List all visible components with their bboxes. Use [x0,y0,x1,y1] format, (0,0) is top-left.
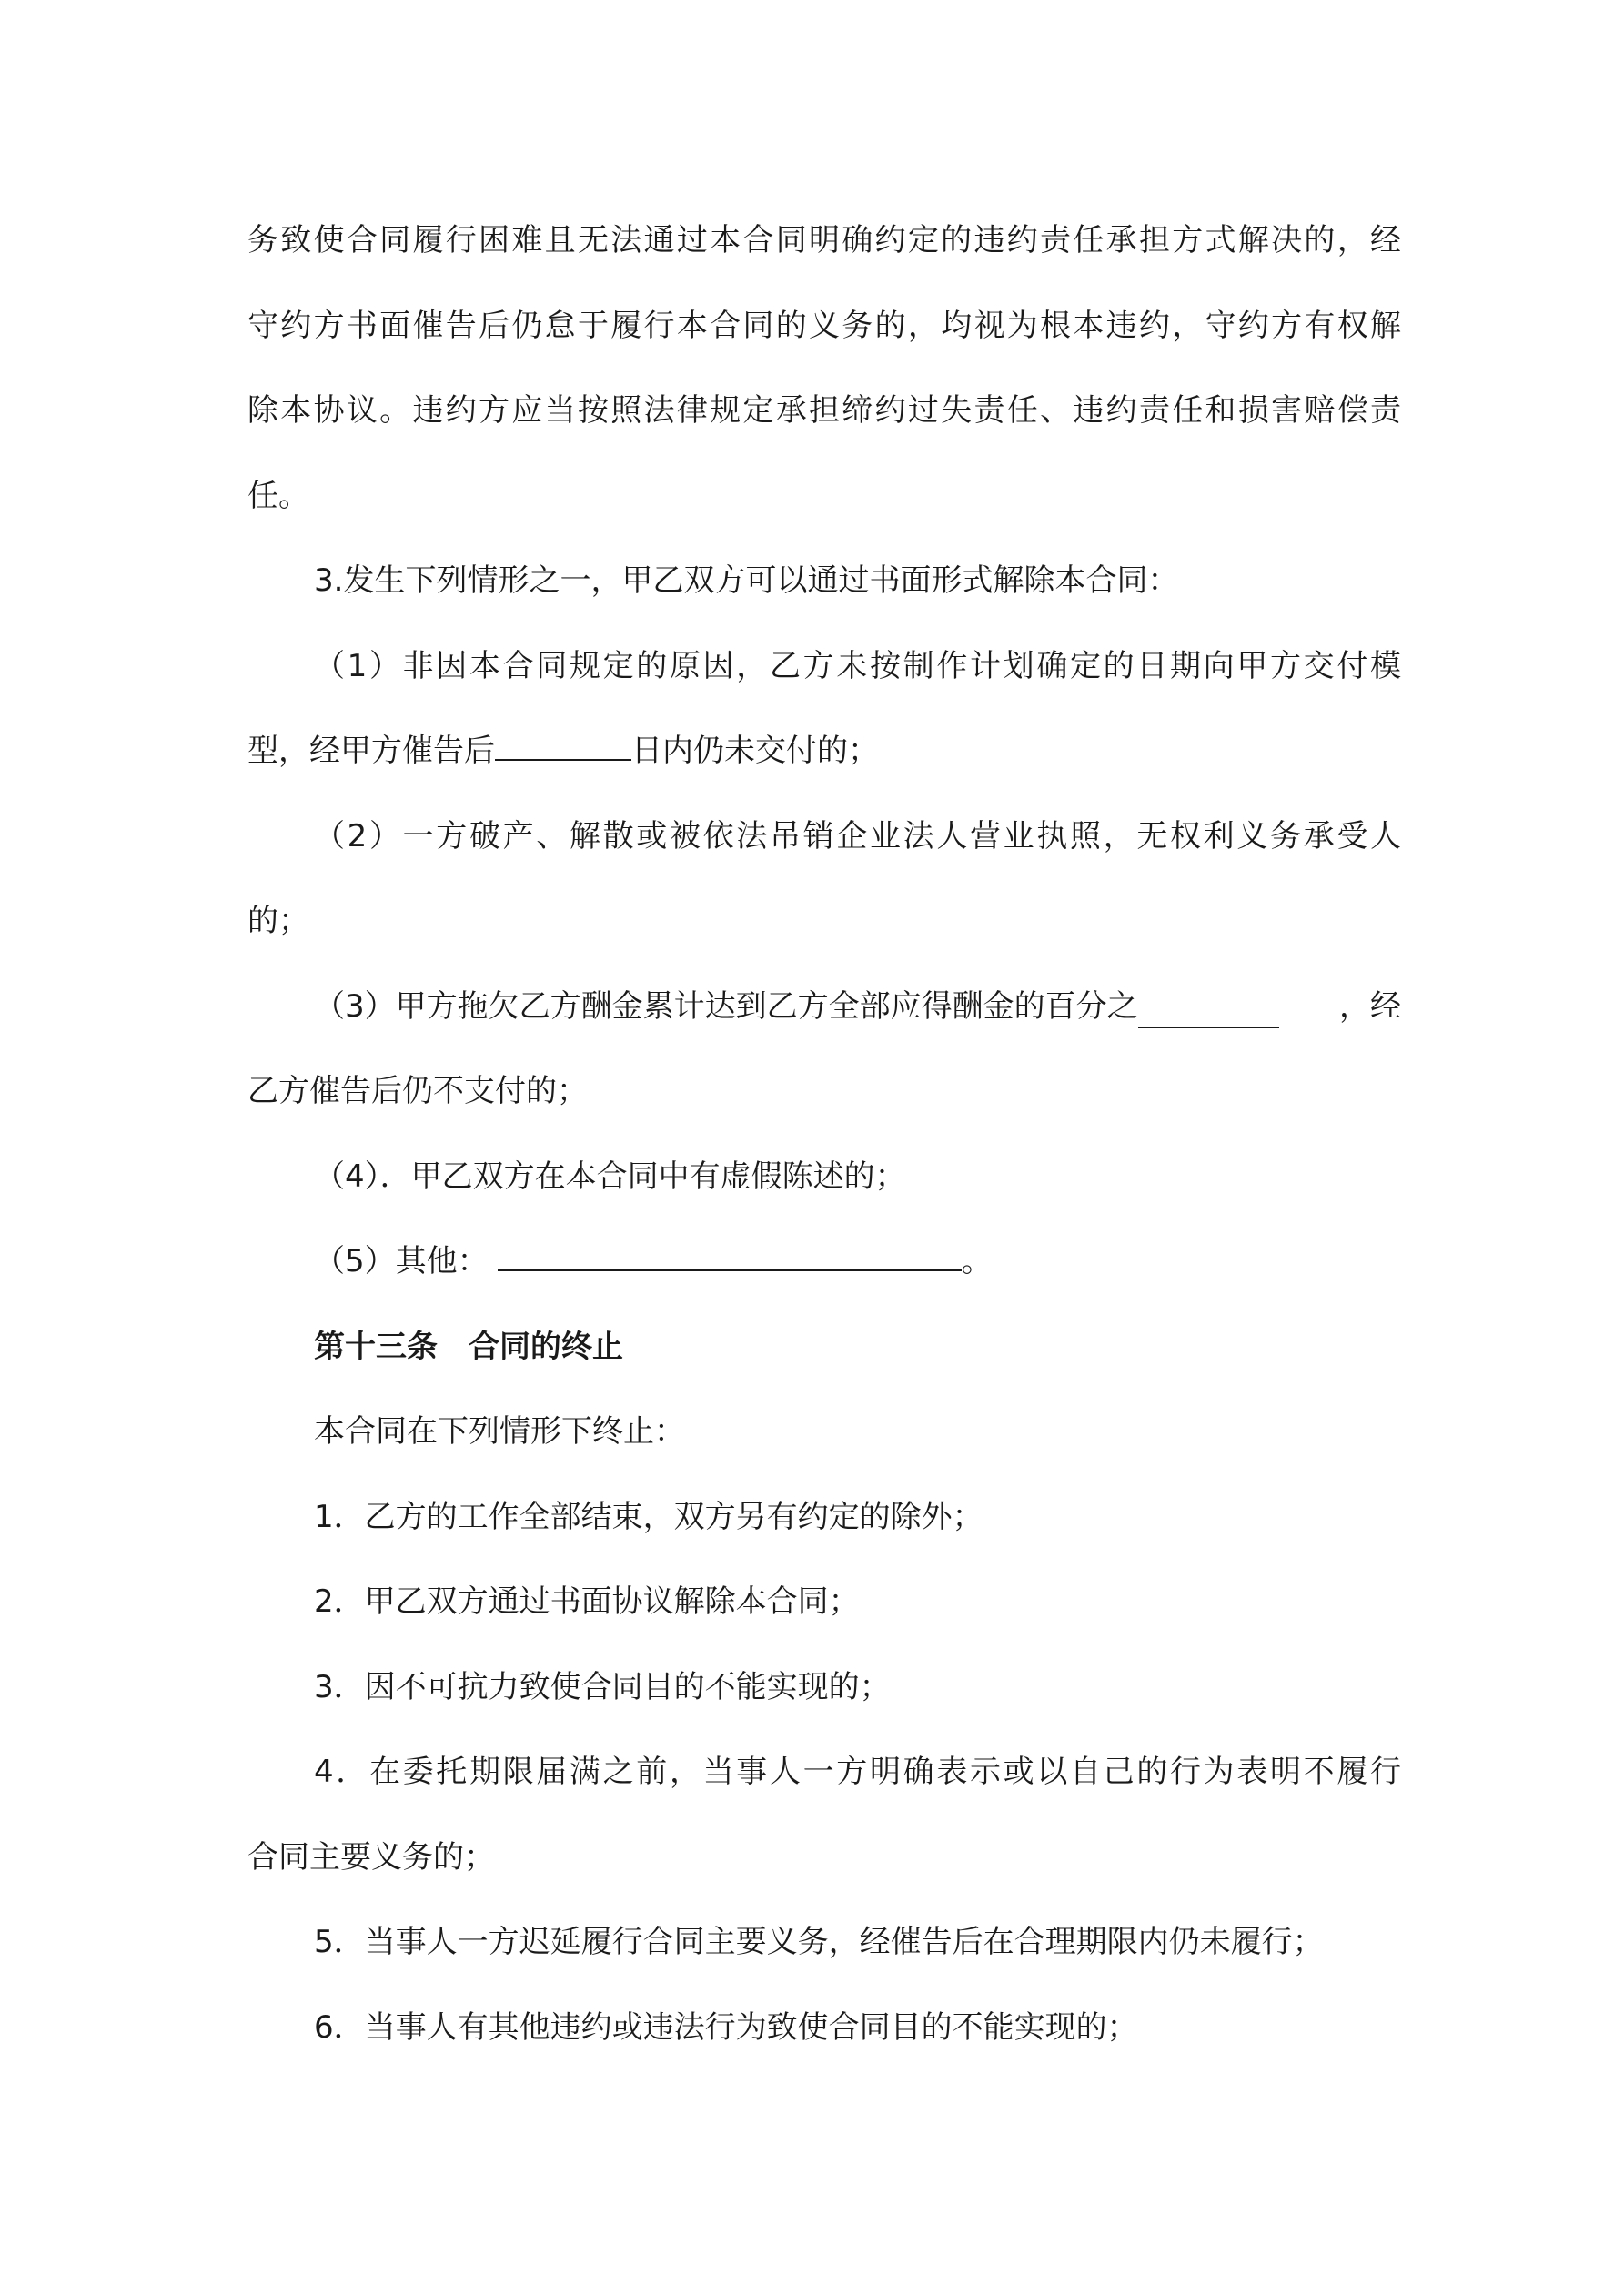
clause-13-item-6: 6．当事人有其他违约或违法行为致使合同目的不能实现的； [314,2008,1138,2046]
clause-13-heading: 第十三条 合同的终止 [314,1328,623,1365]
rescission-item-2-cont: 的； [247,903,309,939]
clause-13-item-1: 1．乙方的工作全部结束，双方另有约定的除外； [314,1498,983,1535]
text-segment: 。 [961,1243,993,1279]
clause-13-intro: 本合同在下列情形下终止： [314,1413,685,1450]
text-segment: 日内仍未交付的； [631,733,879,769]
text-segment: ，经 [1339,987,1401,1025]
clause-13-item-2: 2．甲乙双方通过书面协议解除本合同； [314,1583,860,1620]
rescission-item-4: （4）．甲乙双方在本合同中有虚假陈述的； [314,1158,906,1195]
rescission-intro: 3.发生下列情形之一，甲乙双方可以通过书面形式解除本合同： [314,562,1179,599]
paragraph-line: 除本协议。违约方应当按照法律规定承担缔约过失责任、违约责任和损害赔偿责 [247,392,1401,429]
clause-13-item-3: 3．因不可抗力致使合同目的不能实现的； [314,1668,891,1705]
clause-13-item-4-cont: 合同主要义务的； [247,1838,495,1876]
rescission-item-5 [247,1229,1401,1314]
clause-13-item-5: 5．当事人一方迟延履行合同主要义务，经催告后在合理期限内仍未履行； [314,1924,1324,1960]
rescission-item-1: （1）非因本合同规定的原因，乙方未按制作计划确定的日期向甲方交付模 [314,647,1401,684]
paragraph-line: 任。 [247,477,309,514]
fill-in-blank-days[interactable] [495,732,631,761]
text-segment: （3）甲方拖欠乙方酬金累计达到乙方全部应得酬金的百分之 [314,987,1138,1025]
text-segment: （5）其他： [314,1243,489,1279]
document-page [247,207,1401,2079]
paragraph-line: 守约方书面催告后仍怠于履行本合同的义务的，均视为根本违约，守约方有权解 [247,307,1401,344]
text-segment: 型，经甲方催告后 [247,733,495,769]
rescission-item-1-cont [247,718,1401,804]
clause-13-item-4: 4．在委托期限届满之前，当事人一方明确表示或以自己的行为表明不履行 [314,1754,1401,1790]
rescission-item-3-cont: 乙方催告后仍不支付的； [247,1073,588,1109]
paragraph-line: 务致使合同履行困难且无法通过本合同明确约定的违约责任承担方式解决的，经 [247,222,1401,258]
fill-in-blank-percent[interactable] [1138,999,1279,1028]
rescission-item-3 [247,974,1401,1059]
fill-in-blank-other[interactable] [498,1242,962,1271]
rescission-item-2: （2）一方破产、解散或被依法吊销企业法人营业执照，无权利义务承受人 [314,817,1401,855]
